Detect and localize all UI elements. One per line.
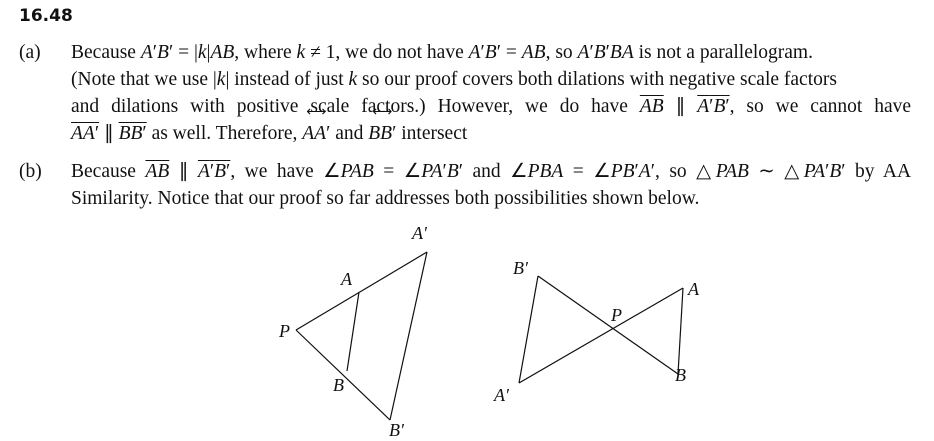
segment-A-B-right: [678, 288, 683, 374]
figure-left: [296, 252, 427, 420]
part-a-line-4: AA′ ∥ BB′ as well. Therefore, ⟷ AA′ and ⟷ BB′ intersect: [71, 120, 911, 147]
part-a-line-2: (Note that we use |k| instead of just k so our proof covers both dilations with negative scale factors: [71, 69, 837, 90]
label-left-P: P: [279, 321, 290, 341]
label-left-A-prime: A′: [412, 223, 427, 243]
label-left-A: A: [341, 269, 352, 289]
segment-Aprime-A: [519, 288, 683, 383]
part-b-line-2: Similarity. Notice that our proof so far addresses both possibilities shown below.: [71, 188, 700, 209]
label-right-P: P: [611, 305, 622, 325]
figure-right: [519, 276, 683, 383]
label-right-A: A: [688, 279, 699, 299]
label-right-B: B: [675, 365, 686, 385]
segment-A-B: [347, 292, 359, 371]
label-right-A-prime: A′: [494, 385, 509, 405]
part-a-line-1: Because A′B′ = |k|AB, where k ≠ 1, we do not have A′B′ = AB, so A′B′BA is not a parallelogram.: [71, 42, 813, 63]
label-right-B-prime: B′: [513, 258, 528, 278]
segment-P-Aprime: [296, 252, 427, 330]
part-b-line-1: Because $\overline{AB}$ ∥ A′B′, we have ∠PAB = ∠PA′B′ and ∠PBA = ∠PB′A′, so △PAB ∼ △PA′B′ by AA: [71, 161, 912, 182]
segment-Aprime-Bprime: [390, 252, 427, 420]
part-b-label: (b): [19, 161, 42, 182]
problem-number: 16.48: [19, 6, 73, 26]
label-left-B-prime: B′: [389, 420, 404, 440]
part-a-line-3: and dilations with positive scale factors.) However, we do have $\overline{AB}$ ∥ A′B′, so we cannot have: [71, 96, 912, 117]
part-a-label: (a): [19, 42, 41, 63]
label-left-B: B: [333, 375, 344, 395]
segment-Bprime-Aprime: [519, 276, 538, 383]
